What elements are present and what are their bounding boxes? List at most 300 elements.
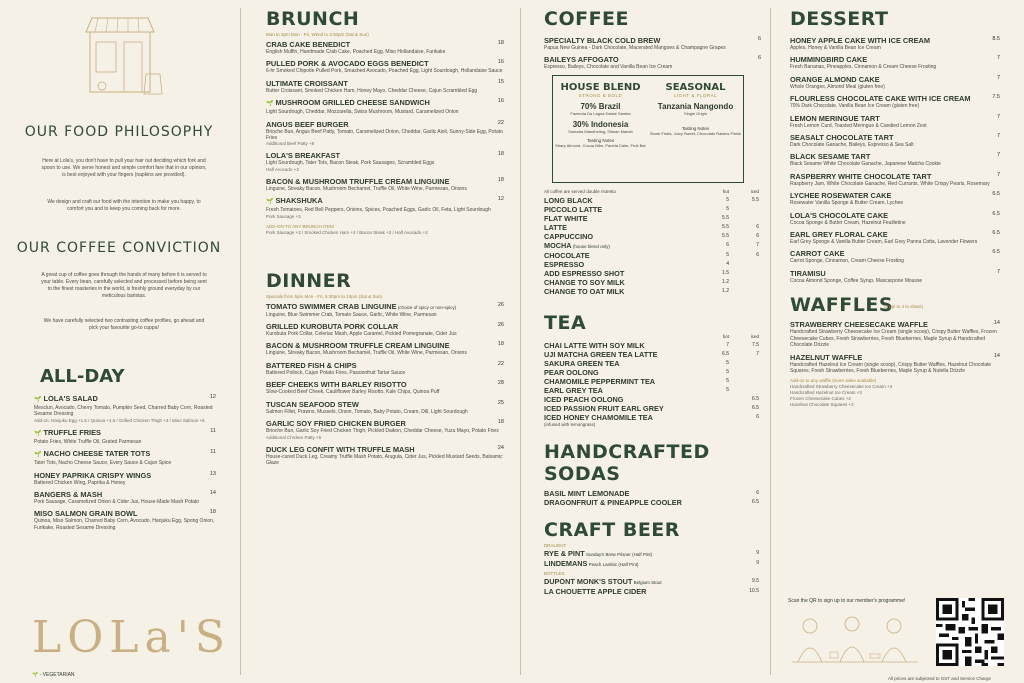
item-description: Cocoa Almond Sponge, Coffee Syrup, Mascarpone Mousse [790, 277, 923, 284]
item-price: 18 [497, 40, 504, 46]
brunch-addon-text: Pork Sausage +3 / Smoked Chicken Ham +2 / Bacon Steak +3 / Half Avocado +2 [266, 229, 428, 235]
item-name [266, 380, 506, 389]
item-addon: Additional Beef Patty +8 [266, 141, 315, 147]
column-divider [520, 8, 521, 675]
dessert-title: DESSERT [790, 8, 889, 30]
item-description: Linguine, Streaky Bacon, Mushroom Bechamel, Truffle Oil, White Wine, Parmesan, Onions [266, 185, 467, 192]
drink-name: CHAI LATTE WITH SOY MILK [544, 340, 645, 350]
leaf-icon: 🌱 [266, 199, 274, 206]
item-name-text: BLACK SESAME TART [790, 152, 871, 162]
drink-row [544, 341, 763, 350]
item-description: Handcrafted Strawberry Cheesecake Ice Cream (single scoop), Crispy Butter Waffles, Frozen Cheesecake Cubes, Fresh Strawberries, Fresh Blueberries, Maple Syrup & Handcrafted Chocolate Drizzle [790, 329, 997, 349]
waffle-addon-title: Add-on to any waffle (more sides available) [790, 378, 877, 384]
item-name [266, 120, 506, 129]
beer-bottles-heading: BOTTLES [544, 570, 565, 576]
item-description: Salmon Fillet, Prawns, Mussels, Onion, Tomato, Baby Potato, Cream, Dill, Light Sourdough [266, 408, 468, 415]
item-name-text: TUSCAN SEAFOOD STEW [266, 399, 359, 409]
item-price: 6 [757, 36, 761, 42]
menu-item [266, 177, 506, 192]
item-name-text: LOLA'S CHOCOLATE CAKE [790, 210, 889, 220]
waffles-title: WAFFLES [790, 294, 894, 317]
drink-iced-price: 6 [756, 232, 759, 239]
item-name-text: NACHO CHEESE TATER TOTS [43, 449, 151, 459]
seasonal-blend-notes-heading: Tasting Notes [681, 125, 710, 131]
drink-name: LATTE [544, 222, 567, 232]
item-name [266, 177, 506, 186]
item-description: Cocoa Sponge & Butter Cream, Hazelnut Feuilletine [790, 219, 906, 226]
drink-hot-price: 5 [726, 205, 729, 212]
drink-iced-price: 7 [756, 350, 759, 357]
item-description: Earl Grey Sponge & Vanilla Butter Cream, Earl Grey Panna Cotta, Lavender Flowers [790, 239, 978, 246]
menu-item [266, 79, 506, 94]
item-price: 12 [209, 394, 216, 400]
drinks-column [524, 0, 769, 683]
waffle-addon-item: Handcrafted Hazelnut Ice Cream +3 [790, 390, 862, 396]
item-price: 6.5 [992, 249, 1000, 256]
drink-hot-price: 1.5 [722, 269, 729, 276]
brunch-hours: Mon to 3pm Mon - Fri, Wknd to 3:30pm (Sat & Sun) [266, 32, 369, 37]
item-description: Light Sourdough, Cheddar, Mozzarella, Swiss Mushroom, Mustard, Caramelized Onion [266, 109, 459, 116]
drink-name: PEAR OOLONG [544, 367, 599, 377]
item-name-text: TRUFFLE FRIES [43, 427, 101, 437]
item-addon: Additional Chicken Patty +6 [266, 434, 322, 440]
drink-name: DUPONT MONK'S STOUT [544, 576, 633, 586]
drink-name: LA CHOUETTE APPLE CIDER [544, 586, 647, 596]
drink-row [544, 587, 763, 596]
item-name [266, 79, 506, 88]
item-description: Tater Tots, Nacho Cheese Sauce, Every Sauce & Cajun Spice [34, 460, 172, 467]
item-name-text: BATTERED FISH & CHIPS [266, 360, 357, 370]
item-description: Pork Sausage, Caramelized Onion & Cider Jus, House-Made Mash Potato [34, 499, 200, 506]
item-description: House-cured Duck Leg, Creamy Truffle Mash Potato, Arugula, Cider Jus, Pickled Mustard Seeds, Balsamic Glaze [266, 453, 503, 466]
brunch-dinner-column [242, 0, 512, 683]
drink-hot-price: 5.5 [722, 232, 729, 239]
drink-row [544, 489, 763, 498]
drink-row [544, 223, 763, 232]
item-price: 16 [497, 98, 504, 105]
house-blend-origin-1-detail: Fazenda Da Lagoa Estate Samba [570, 110, 631, 116]
item-description: Espresso, Baileys, Chocolate and Vanilla Bean Ice Cream [544, 64, 673, 71]
item-price: 7 [996, 113, 1000, 120]
item-price: 16 [497, 59, 504, 66]
item-name-text: EARL GREY FLORAL CAKE [790, 230, 888, 240]
tea-iced-label: iced [750, 333, 759, 339]
item-name [790, 55, 1002, 64]
item-name [790, 249, 1002, 258]
item-description: Brioche Bun, Angus Beef Patty, Tomato, Caramelized Onion, Cheddar, Garlic Aioli, Sunny-Side Egg, Potato Fries [266, 128, 503, 142]
item-name-text: TIRAMISU [790, 268, 826, 278]
item-name-text: LYCHEE ROSEWATER CAKE [790, 191, 892, 201]
item-price: 28 [497, 380, 504, 387]
drink-row [544, 559, 763, 569]
item-price: 7.5 [992, 94, 1000, 101]
menu-item [266, 151, 506, 172]
item-name [266, 361, 506, 370]
house-blend-origin-2: 30% Indonesia [572, 119, 629, 129]
drink-name: CAPPUCCINO [544, 231, 594, 241]
drink-iced-price: 7 [756, 241, 759, 248]
item-name [790, 211, 1002, 220]
menu-item [34, 509, 218, 531]
item-description: English Muffin, Handmade Crab Cake, Poached Egg, Miso Hollandaise, Furikake [266, 49, 446, 55]
drink-name: EARL GREY TEA [544, 385, 603, 395]
drink-price: 9 [756, 549, 759, 556]
drink-row [544, 214, 763, 223]
drink-price: 9.5 [752, 577, 759, 584]
item-name-text: BANGERS & MASH [34, 490, 103, 500]
drink-row [544, 368, 763, 377]
item-name [34, 471, 218, 480]
brunch-addon-title: ADD-ON TO ANY BRUNCH ITEM [266, 223, 334, 229]
drink-row [544, 269, 763, 278]
item-name [790, 191, 1002, 200]
menu-item [790, 172, 1002, 187]
house-blend [553, 82, 648, 148]
menu-item [790, 133, 1002, 148]
drink-name: CHANGE TO OAT MILK [544, 286, 625, 296]
item-price: 24 [497, 444, 504, 451]
item-name [266, 341, 506, 350]
item-name [266, 419, 506, 428]
drink-name: ICED HONEY CHAMOMILE TEA [544, 412, 653, 422]
drink-name: UJI MATCHA GREEN TEA LATTE [544, 349, 658, 359]
item-price: 13 [209, 470, 216, 477]
people-illustration [790, 612, 920, 668]
item-name [34, 428, 218, 439]
item-name-text: BEEF CHEEKS WITH BARLEY RISOTTO [266, 380, 407, 390]
menu-item [34, 428, 218, 445]
item-name-text: HUMMINGBIRD CAKE [790, 55, 868, 65]
menu-item [266, 341, 506, 356]
item-name-text: ANGUS BEEF BURGER [266, 119, 349, 129]
menu-item [790, 75, 1002, 90]
item-name-text: BACON & MUSHROOM TRUFFLE CREAM LINGUINE [266, 341, 450, 351]
menu-item [790, 230, 1002, 245]
item-name-text: GRILLED KUROBUTA PORK COLLAR [266, 322, 399, 332]
drink-name: CHOCOLATE [544, 250, 590, 260]
shopfront-illustration [84, 14, 164, 98]
item-name [266, 400, 506, 409]
dinner-list [266, 302, 506, 467]
menu-item [790, 152, 1002, 167]
menu-item [790, 269, 1002, 284]
drink-row [544, 205, 763, 214]
seasonal-blend-origin-detail: Single Origin [684, 110, 707, 116]
item-description: Whole Oranges, Almond Meal (gluten free) [790, 83, 885, 90]
item-name [790, 36, 1002, 45]
item-description: Linguine, Streaky Bacon, Mushroom Bechamel, Truffle Oil, White Wine, Parmesan, Onions [266, 350, 467, 357]
dessert-list [790, 36, 1002, 284]
item-description: Rosewater Vanilla Sponge & Butter Cream, Lychee [790, 200, 904, 207]
waffle-list [790, 320, 1002, 374]
item-description: Battered Chicken Wing, Paprika & Honey [34, 479, 126, 486]
drink-hot-price: 1.2 [722, 278, 729, 285]
waffles-note: (2 ppl to 4 to share) [884, 304, 924, 310]
drink-hot-price: 6 [726, 241, 729, 248]
item-name-text: CRAB CAKE BENEDICT [266, 40, 351, 49]
item-addon: Add-on: Hanjuku Egg +1.5 / Quinoa +1.5 / Grilled Chicken Thigh +3 / Miso Salmon +5 [34, 417, 205, 423]
soda-list [544, 489, 763, 507]
item-price: 6.5 [992, 210, 1000, 217]
menu-item [266, 196, 506, 219]
drink-name: CHANGE TO SOY MILK [544, 277, 625, 287]
item-price: 18 [497, 176, 504, 183]
item-description: Linguine, Blue Swimmer Crab, Tomato Sauce, Garlic, White Wine, Parmesan [266, 311, 437, 318]
item-price: 18 [497, 151, 504, 158]
drink-name: SAKURA GREEN TEA [544, 358, 620, 368]
menu-item [790, 191, 1002, 206]
beer-draught-heading: DRAUGHT [544, 542, 567, 548]
coffee-hot-label: hot [722, 188, 729, 194]
item-name-text: GARLIC SOY FRIED CHICKEN BURGER [266, 419, 406, 429]
beer-title: CRAFT BEER [544, 518, 680, 541]
item-price: 18 [209, 509, 216, 516]
coffee-list-note: All coffee are served double ristretto [544, 188, 616, 194]
lolas-logo: LOLa'S [32, 612, 231, 663]
item-price: 22 [497, 119, 504, 126]
qr-code[interactable] [936, 598, 1004, 666]
menu-item [34, 490, 218, 505]
item-price: 6 [757, 55, 761, 62]
drink-name: PICCOLO LATTE [544, 204, 603, 214]
drink-row [544, 404, 763, 413]
brunch-title: BRUNCH [266, 8, 360, 30]
drink-hot-price: 5 [726, 386, 729, 393]
item-name [266, 40, 506, 49]
item-name [34, 490, 218, 499]
tea-infusion-note: (infused with lemongrass) [544, 421, 596, 427]
drink-hot-price: 5 [726, 251, 729, 258]
item-description: Dark Chocolate Ganache, Baileys, Espresso & Sea Salt [790, 142, 914, 149]
drink-row [544, 359, 763, 368]
drink-name: MOCHA [544, 240, 572, 250]
item-name [266, 59, 506, 68]
food-philosophy-title: OUR FOOD PHILOSOPHY [24, 124, 214, 140]
drink-hot-price: 5 [726, 359, 729, 366]
waffle-addon-item: Hazelnut Chocolate Squares +2 [790, 402, 854, 408]
item-price: 8.5 [992, 36, 1000, 42]
menu-item [266, 445, 506, 467]
item-price: 15 [497, 78, 504, 85]
drink-tag: (house blend only) [571, 243, 610, 249]
sodas-title: HANDCRAFTED SODAS [544, 440, 710, 485]
coffee-conviction-text: A great cup of coffee goes through the hands of many before it is served to your table. Every bean, carefully selected and processed before being sent to the finest roasteries in the world, is freshly ground everyday by our meticulous baristas. [41, 272, 207, 299]
item-description: Black Sesame White Chocolate Ganache, Japanese Matcha Cookie [790, 161, 941, 168]
dessert-column [772, 0, 1024, 683]
drink-price: 9 [756, 559, 759, 566]
coffee-conviction-title: OUR COFFEE CONVICTION [16, 240, 222, 256]
house-blend-origin-2-detail: Sumatra Mandheling, Sitinan Mariah [568, 128, 633, 134]
item-description: Fresh Lemon Curd, Toasted Meringue & Candied Lemon Zest [790, 122, 927, 129]
drink-tag: Belgium Stout [632, 579, 662, 585]
item-name [266, 322, 506, 331]
drink-row [544, 260, 763, 269]
item-name-text: TOMATO SWIMMER CRAB LINGUINE [266, 301, 397, 311]
waffle-addon-list [790, 384, 1002, 408]
leaf-icon: 🌱 [32, 672, 39, 678]
item-description: Brioche Bun, Garlic Soy Fried Chicken Thigh, Pickled Daikon, Cheddar Cheese, Yuzu Mayo, Potato Fries [266, 428, 499, 435]
drink-row [544, 577, 763, 587]
leaf-icon: 🌱 [34, 452, 42, 459]
drink-name: ADD ESPRESSO SHOT [544, 268, 625, 278]
item-name [34, 449, 218, 460]
item-name-text: HONEY PAPRIKA CRISPY WINGS [34, 470, 152, 480]
menu-item [266, 120, 506, 148]
drink-name: LONG BLACK [544, 195, 593, 205]
item-addon: Pork Sausage +3 [266, 213, 301, 219]
drink-row [544, 241, 763, 251]
tea-hot-label: hot [722, 333, 729, 339]
item-name-text: ULTIMATE CROISSANT [266, 78, 348, 88]
item-price: 7 [996, 152, 1000, 159]
item-description: Potato Fries, White Truffle Oil, Grated Parmesan [34, 438, 142, 445]
item-description: Kurobuta Pork Collar, Celeriac Mash, Apple Caramel, Pickled Pomegranate, Cider Jus [266, 331, 457, 338]
item-description: Mesclun, Avocado, Cherry Tomato, Pumpkin Seed, Charred Baby Corn, Roasted Sesame Dressing [34, 405, 213, 418]
dinner-title: DINNER [266, 269, 352, 292]
seasonal-blend-notes: Stone Fruits, Juicy Sweet, Chocolate Raisins Finish [649, 130, 742, 136]
item-description: Battered Pollock, Cajun Potato Fries, Passionfruit Tartar Sauce [266, 369, 406, 376]
item-name [790, 353, 1002, 362]
item-name-text: MISO SALMON GRAIN BOWL [34, 509, 138, 519]
item-name [790, 230, 1002, 239]
drink-name: CHAMOMILE PEPPERMINT TEA [544, 376, 656, 386]
coffee-conviction-text-2: We have carefully selected two contrasting coffee profiles, go ahead and pick your favourite go-to cuppa! [43, 318, 205, 331]
menu-item [790, 320, 1002, 348]
item-name-text: BACON & MUSHROOM TRUFFLE CREAM LINGUINE [266, 176, 450, 186]
tea-title: TEA [544, 311, 587, 334]
item-tag: (choice of spicy or non-spicy) [396, 304, 457, 310]
philosophy-column [0, 0, 238, 683]
drink-iced-price: 6.5 [752, 404, 759, 411]
item-price: 12 [497, 196, 504, 203]
item-price: 6.5 [992, 230, 1000, 237]
allday-title: ALL-DAY [40, 366, 125, 387]
column-divider [240, 8, 241, 675]
seasonal-blend-sub: LIGHT & FLORAL [673, 92, 718, 98]
seasonal-blend [648, 82, 743, 136]
item-description: Papua New Guinea - Dark Chocolate, Macerated Mangoes & Champagne Grapes [544, 45, 726, 51]
item-name [34, 509, 218, 518]
coffee-special [544, 55, 763, 70]
menu-item [266, 380, 506, 395]
drink-hot-price: 4 [726, 260, 729, 267]
vegetarian-legend-text: - VEGETARIAN [39, 672, 75, 678]
drink-hot-price: 5 [726, 368, 729, 375]
drink-row [544, 251, 763, 260]
item-name [266, 302, 506, 312]
drink-row [544, 395, 763, 404]
item-description: 70% Dark Chocolate, Vanilla Bean Ice Cream (gluten free) [790, 103, 920, 110]
drink-hot-price: 1.2 [722, 287, 729, 294]
item-name-text: SEASALT CHOCOLATE TART [790, 133, 894, 143]
drink-name: BASIL MINT LEMONADE [544, 488, 630, 498]
item-description: Apples, Honey & Vanilla Bean Ice Cream [790, 45, 881, 51]
item-name [266, 196, 506, 207]
gst-note: All prices are subjected to GST and Service Charge [888, 676, 991, 681]
item-description: Handcrafted Hazelnut Ice Cream (single scoop), Crispy Butter Waffles, Hazelnut Chocolate Squares, Fresh Strawberries, Fresh Blueberries, Maple Syrup & Nutella Drizzle [790, 361, 992, 374]
house-blend-sub: STRONG & BOLD [578, 92, 623, 98]
item-name [266, 98, 506, 109]
drink-row [544, 196, 763, 205]
item-name-text: STRAWBERRY CHEESECAKE WAFFLE [790, 320, 928, 330]
seasonal-blend-name: SEASONAL [665, 81, 726, 93]
drink-hot-price: 5.5 [722, 223, 729, 230]
drink-hot-price: 5 [726, 196, 729, 203]
menu-item [790, 94, 1002, 109]
item-price: 6.5 [992, 191, 1000, 198]
item-name-text: MUSHROOM GRILLED CHEESE SANDWICH [275, 98, 430, 108]
menu-item [790, 114, 1002, 129]
item-name: BAILEYS AFFOGATO [544, 55, 619, 65]
item-name [790, 269, 1002, 278]
drink-name: RYE & PINT [544, 548, 585, 558]
menu-item [266, 59, 506, 74]
house-blend-origin-1: 70% Brazil [580, 101, 621, 111]
coffee-list [544, 196, 763, 296]
house-blend-name: HOUSE BLEND [560, 81, 641, 93]
item-name [790, 320, 1002, 329]
drink-row [544, 287, 763, 296]
allday-list [34, 394, 218, 535]
item-price: 14 [993, 320, 1000, 327]
drink-row [544, 549, 763, 559]
column-divider [770, 8, 771, 675]
item-price: 14 [993, 352, 1000, 359]
drink-row [544, 278, 763, 287]
food-philosophy-text: Here at Lola's, you don't have to pull your hair out deciding which fork and spoon to use. We serve honest and simple comfort fare that in our opinion, is best enjoyed with your fingers (napkins are provided). [41, 158, 207, 178]
draught-list [544, 549, 763, 569]
drink-row [544, 498, 763, 507]
drink-row [544, 377, 763, 386]
item-name-text: ORANGE ALMOND CAKE [790, 74, 880, 84]
item-price: 7 [996, 74, 1000, 81]
drink-name: ESPRESSO [544, 259, 585, 269]
menu-item [266, 419, 506, 440]
seasonal-blend-origin: Tanzania Nangondo [657, 101, 734, 111]
item-price: 11 [210, 427, 216, 434]
item-name: SPECIALTY BLACK COLD BREW [544, 36, 661, 45]
item-description: Light Sourdough, Tater Tots, Bacon Steak, Pork Sausages, Scrambled Eggs [266, 160, 435, 167]
menu-item [266, 302, 506, 318]
item-name [266, 445, 506, 454]
leaf-icon: 🌱 [34, 397, 42, 403]
drink-name: ICED PASSION FRUIT EARL GREY [544, 403, 664, 413]
waffle-addon-item: Frozen Cheesecake Cubes +2 [790, 396, 851, 402]
drink-price: 6.5 [752, 498, 759, 505]
drink-iced-price: 6.5 [752, 395, 759, 402]
drink-row [544, 350, 763, 359]
item-description: Fresh Bananas, Pineapples, Cinnamon & Cream Cheese Frosting [790, 64, 937, 71]
item-price: 11 [210, 449, 216, 456]
menu-item [790, 36, 1002, 51]
brunch-list [266, 40, 506, 220]
item-price: 7 [996, 55, 1000, 62]
item-price: 7 [996, 268, 1000, 275]
item-price: 18 [497, 419, 504, 426]
drink-price: 6 [756, 489, 759, 496]
item-price: 22 [497, 360, 504, 367]
item-name [790, 94, 1002, 103]
drink-hot-price: 5 [726, 377, 729, 384]
vegetarian-legend [32, 672, 75, 678]
menu-item [34, 394, 218, 424]
item-description: Slow-Cooked Beef Cheek, Cauliflower Barley Risotto, Kale Chips, Quinoa Puff [266, 389, 440, 396]
food-philosophy-text-2: We design and craft our food with the intention to make you happy, to comfort you and to keep you coming back for more. [47, 199, 201, 212]
menu-item [790, 211, 1002, 226]
item-description: Butter Croissant, Smoked Chicken Ham, Honey Mayo, Cheddar Cheese, Cajun Scrambled Egg [266, 87, 478, 94]
waffle-addon-item: Handcrafted Strawberry Cheesecake Ice Cream +3 [790, 384, 893, 390]
item-name-text: PULLED PORK & AVOCADO EGGS BENEDICT [266, 59, 429, 69]
